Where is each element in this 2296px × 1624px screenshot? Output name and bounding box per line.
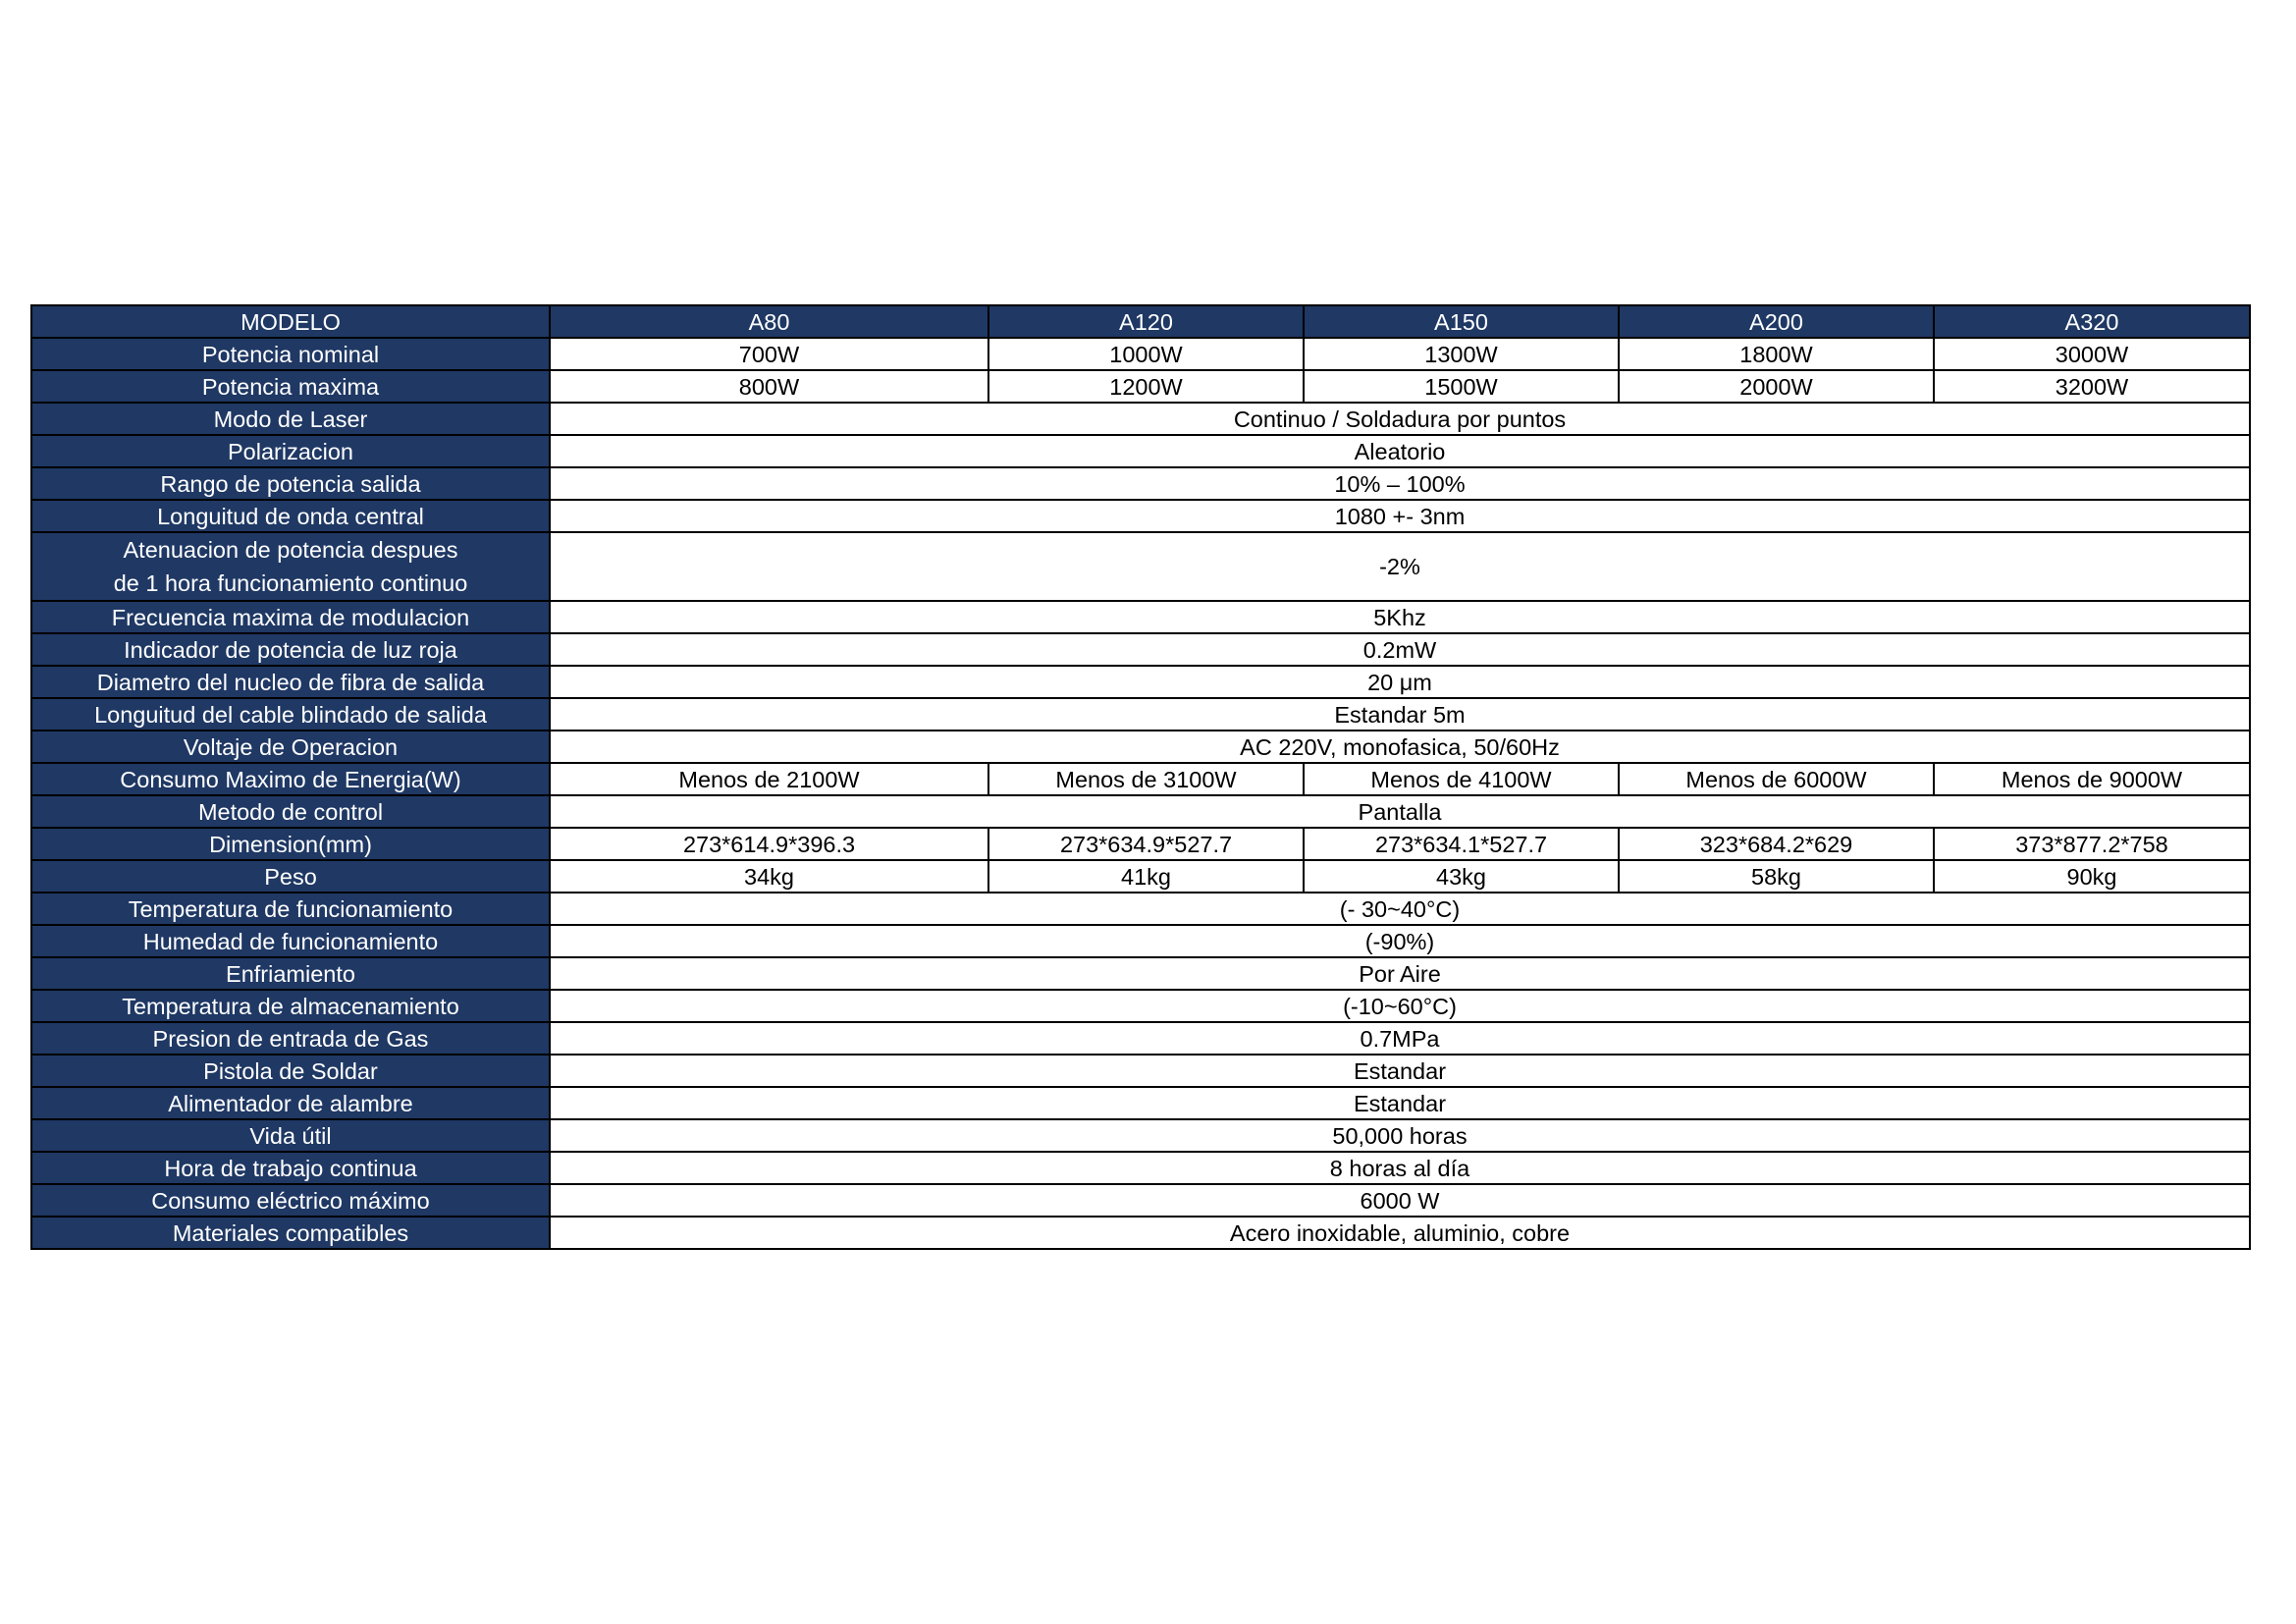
spec-value-cell: 700W — [550, 338, 988, 370]
spec-value-cell: 1000W — [988, 338, 1304, 370]
spec-value-cell: 1800W — [1619, 338, 1934, 370]
spec-label-line: Atenuacion de potencia despues — [123, 537, 458, 563]
spec-label-cell: Peso — [31, 860, 550, 893]
spec-value-merged-cell: (-10~60°C) — [550, 990, 2250, 1022]
spec-label-cell: Consumo eléctrico máximo — [31, 1184, 550, 1217]
spec-value-cell: 3200W — [1934, 370, 2250, 403]
spec-row — [31, 731, 2250, 763]
spec-value-cell: Menos de 2100W — [550, 763, 988, 795]
spec-row — [31, 860, 2250, 893]
spec-label-cell: Humedad de funcionamiento — [31, 925, 550, 957]
spec-value-cell: Menos de 9000W — [1934, 763, 2250, 795]
spec-value-cell: Menos de 4100W — [1304, 763, 1619, 795]
spec-label-cell: Vida útil — [31, 1119, 550, 1152]
model-header-cell: A320 — [1934, 305, 2250, 338]
spec-row — [31, 500, 2250, 532]
spec-label-cell: Materiales compatibles — [31, 1217, 550, 1249]
spec-value-cell: 90kg — [1934, 860, 2250, 893]
spec-value-merged-cell: (- 30~40°C) — [550, 893, 2250, 925]
spec-label-cell: Potencia nominal — [31, 338, 550, 370]
spec-label-cell: Longuitud de onda central — [31, 500, 550, 532]
spec-value-cell: 2000W — [1619, 370, 1934, 403]
spec-value-merged-cell: Acero inoxidable, aluminio, cobre — [550, 1217, 2250, 1249]
spec-row — [31, 601, 2250, 633]
spec-label-cell: Voltaje de Operacion — [31, 731, 550, 763]
spec-value-cell: 34kg — [550, 860, 988, 893]
spec-row — [31, 403, 2250, 435]
spec-value-merged-cell: Estandar — [550, 1087, 2250, 1119]
spec-label-cell: Temperatura de almacenamiento — [31, 990, 550, 1022]
spec-value-cell: 323*684.2*629 — [1619, 828, 1934, 860]
spec-label-cell: Longuitud del cable blindado de salida — [31, 698, 550, 731]
spec-row — [31, 633, 2250, 666]
spec-label-cell: Alimentador de alambre — [31, 1087, 550, 1119]
spec-value-merged-cell: 5Khz — [550, 601, 2250, 633]
model-header-cell: A200 — [1619, 305, 1934, 338]
spec-value-merged-cell: 20 μm — [550, 666, 2250, 698]
spec-table — [30, 304, 2251, 1250]
spec-value-merged-cell: Continuo / Soldadura por puntos — [550, 403, 2250, 435]
spec-value-cell: Menos de 6000W — [1619, 763, 1934, 795]
spec-row — [31, 990, 2250, 1022]
spec-row — [31, 1119, 2250, 1152]
spec-row — [31, 338, 2250, 370]
spec-row — [31, 666, 2250, 698]
spec-row — [31, 893, 2250, 925]
spec-label-cell: Dimension(mm) — [31, 828, 550, 860]
spec-row — [31, 1184, 2250, 1217]
spec-value-merged-cell: Estandar 5m — [550, 698, 2250, 731]
spec-value-cell: 1500W — [1304, 370, 1619, 403]
spec-label-cell: Pistola de Soldar — [31, 1055, 550, 1087]
spec-row — [31, 795, 2250, 828]
spec-row — [31, 698, 2250, 731]
header-label-cell: MODELO — [31, 305, 550, 338]
spec-row — [31, 467, 2250, 500]
spec-row — [31, 925, 2250, 957]
spec-label-cell: Presion de entrada de Gas — [31, 1022, 550, 1055]
spec-value-cell: 43kg — [1304, 860, 1619, 893]
spec-row — [31, 763, 2250, 795]
spec-label-cell: Metodo de control — [31, 795, 550, 828]
spec-value-cell: 273*634.1*527.7 — [1304, 828, 1619, 860]
spec-value-cell: 58kg — [1619, 860, 1934, 893]
model-header-cell: A120 — [988, 305, 1304, 338]
spec-label-cell: Modo de Laser — [31, 403, 550, 435]
spec-label-cell: Hora de trabajo continua — [31, 1152, 550, 1184]
spec-value-cell: 273*614.9*396.3 — [550, 828, 988, 860]
model-header-cell: A150 — [1304, 305, 1619, 338]
spec-label-cell: Enfriamiento — [31, 957, 550, 990]
spec-value-merged-cell: Pantalla — [550, 795, 2250, 828]
spec-label-cell: Diametro del nucleo de fibra de salida — [31, 666, 550, 698]
spec-value-cell: 800W — [550, 370, 988, 403]
model-header-cell: A80 — [550, 305, 988, 338]
spec-value-cell: 41kg — [988, 860, 1304, 893]
spec-value-cell: 1300W — [1304, 338, 1619, 370]
spec-label-line: de 1 hora funcionamiento continuo — [113, 570, 468, 596]
spec-label-cell: Indicador de potencia de luz roja — [31, 633, 550, 666]
spec-value-merged-cell: Aleatorio — [550, 435, 2250, 467]
spec-row — [31, 1087, 2250, 1119]
spec-label-cell: Rango de potencia salida — [31, 467, 550, 500]
spec-row — [31, 370, 2250, 403]
spec-label-cell — [31, 532, 550, 601]
spec-value-cell: Menos de 3100W — [988, 763, 1304, 795]
spec-value-cell: 273*634.9*527.7 — [988, 828, 1304, 860]
spec-value-cell: 1200W — [988, 370, 1304, 403]
spec-value-merged-cell: 0.7MPa — [550, 1022, 2250, 1055]
spec-row — [31, 435, 2250, 467]
spec-value-merged-cell: Por Aire — [550, 957, 2250, 990]
spec-value-merged-cell: Estandar — [550, 1055, 2250, 1087]
spec-value-merged-cell: 6000 W — [550, 1184, 2250, 1217]
spec-row — [31, 1055, 2250, 1087]
spec-value-merged-cell: -2% — [550, 532, 2250, 601]
spec-row — [31, 532, 2250, 601]
spec-row — [31, 1217, 2250, 1249]
spec-label-cell: Consumo Maximo de Energia(W) — [31, 763, 550, 795]
spec-value-cell: 373*877.2*758 — [1934, 828, 2250, 860]
spec-label-cell: Temperatura de funcionamiento — [31, 893, 550, 925]
header-row — [31, 305, 2250, 338]
spec-value-cell: 3000W — [1934, 338, 2250, 370]
spec-row — [31, 1022, 2250, 1055]
spec-label-cell: Potencia maxima — [31, 370, 550, 403]
spec-value-merged-cell: AC 220V, monofasica, 50/60Hz — [550, 731, 2250, 763]
spec-value-merged-cell: 8 horas al día — [550, 1152, 2250, 1184]
spec-value-merged-cell: 50,000 horas — [550, 1119, 2250, 1152]
spec-value-merged-cell: (-90%) — [550, 925, 2250, 957]
spec-value-merged-cell: 0.2mW — [550, 633, 2250, 666]
spec-table-body — [31, 305, 2250, 1249]
spec-label-cell: Frecuencia maxima de modulacion — [31, 601, 550, 633]
spec-row — [31, 957, 2250, 990]
spec-value-merged-cell: 10% – 100% — [550, 467, 2250, 500]
spec-label-cell: Polarizacion — [31, 435, 550, 467]
spec-row — [31, 1152, 2250, 1184]
spec-row — [31, 828, 2250, 860]
spec-value-merged-cell: 1080 +- 3nm — [550, 500, 2250, 532]
